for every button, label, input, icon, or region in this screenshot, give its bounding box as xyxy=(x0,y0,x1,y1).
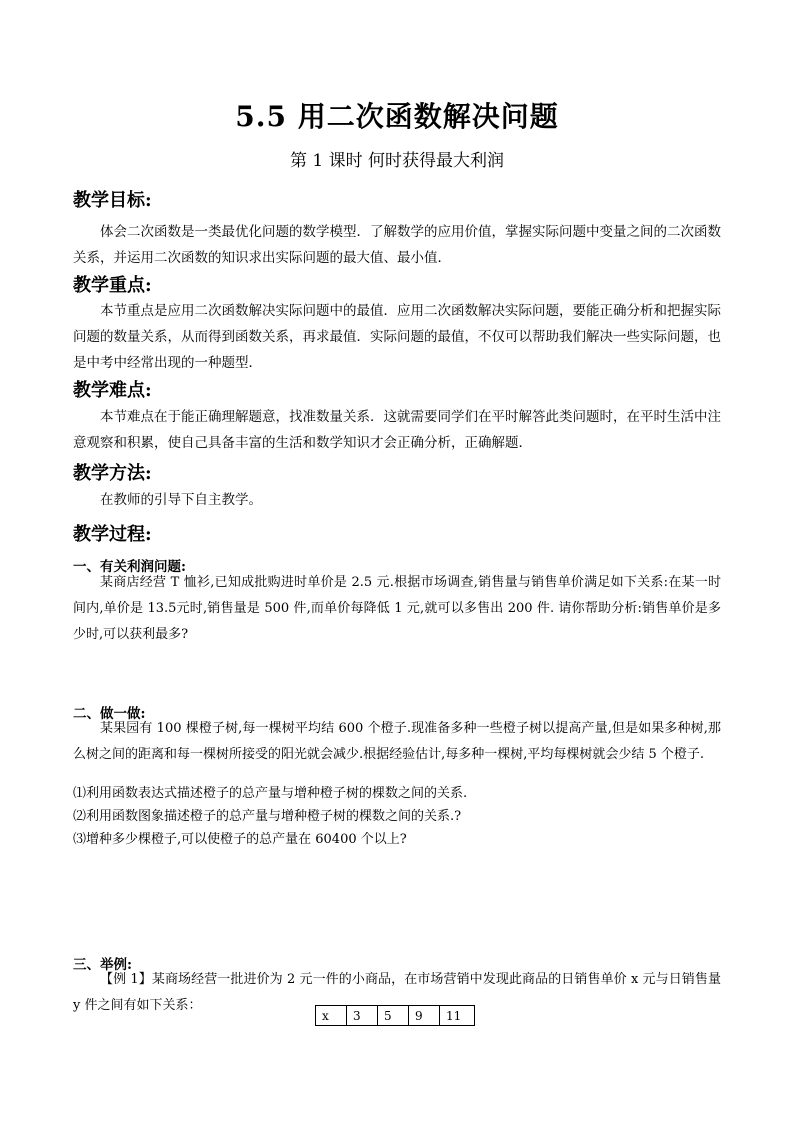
heading-difficulty: 教学难点: xyxy=(73,380,152,401)
heading-goal: 教学目标: xyxy=(73,190,152,211)
table-cell: x xyxy=(316,1006,347,1026)
part2-question-2: ⑵利用函数图象描述橙子的总产量与增种橙子树的棵数之间的关系.? xyxy=(73,809,462,824)
page-title: 5.5 用二次函数解决问题 xyxy=(235,100,559,133)
heading-process: 教学过程: xyxy=(73,524,152,545)
table-cell: 5 xyxy=(378,1006,409,1026)
table-row xyxy=(316,1006,475,1026)
part2-text: 某果园有 100 棵橙子树,每一棵树平均结 600 个橙子.现准备多种一些橙子树以提高产量,但是如果多种树,那么树之间的距离和每一棵树所接受的阳光就会减少.根据经验估计,每多种一棵树,平均每棵树就会少结 5 个橙子. xyxy=(73,721,721,762)
paragraph-method: 在教师的引导下自主教学。 xyxy=(100,492,262,508)
paragraph-key: 本节重点是应用二次函数解决实际问题中的最值．应用二次函数解决实际问题，要能正确分析和把握实际问题的数量关系，从而得到函数关系，再求最值．实际问题的最值，不仅可以帮助我们解决一些实际问题，也是中考中经常出现的一种题型． xyxy=(73,303,721,371)
table-cell: 9 xyxy=(409,1006,440,1026)
part3-text: 【例 1】某商场经营一批进价为 2 元一件的小商品，在市场营销中发现此商品的日销售单价 x 元与日销售量 y 件之间有如下关系： xyxy=(73,972,721,1013)
table-cell: 11 xyxy=(440,1006,475,1026)
part3-title: 三、举例: xyxy=(73,957,132,973)
part1-title: 一、有关利润问题: xyxy=(73,559,186,575)
part2-question-3: ⑶增种多少棵橙子,可以使橙子的总产量在 60400 个以上? xyxy=(73,832,407,847)
part1-text: 某商店经营 T 恤衫,已知成批购进时单价是 2.5 元.根据市场调查,销售量与销售单价满足如下关系:在某一时间内,单价是 13.5元时,销售量是 500 件,而单价每降低 1 元,就可以多售出 200 件. 请你帮助分析:销售单价是多少时,可以获利最多? xyxy=(73,575,721,642)
paragraph-difficulty: 本节难点在于能正确理解题意，找准数量关系．这就需要同学们在平时解答此类问题时，在平时生活中注意观察和积累，使自己具备丰富的生活和数学知识才会正确分析，正确解题． xyxy=(73,409,721,451)
table-cell: 3 xyxy=(347,1006,378,1026)
part2-title: 二、做一做: xyxy=(73,706,146,722)
heading-key: 教学重点: xyxy=(73,275,152,296)
part2-question-1: ⑴利用函数表达式描述橙子的总产量与增种橙子树的棵数之间的关系. xyxy=(73,786,468,801)
page-subtitle: 第 1 课时 何时获得最大利润 xyxy=(289,151,505,171)
paragraph-goal: 体会二次函数是一类最优化问题的数学模型．了解数学的应用价值，掌握实际问题中变量之间的二次函数关系，并运用二次函数的知识求出实际问题的最大值、最小值． xyxy=(73,224,721,266)
xy-table xyxy=(315,1005,475,1026)
heading-method: 教学方法: xyxy=(73,463,152,484)
